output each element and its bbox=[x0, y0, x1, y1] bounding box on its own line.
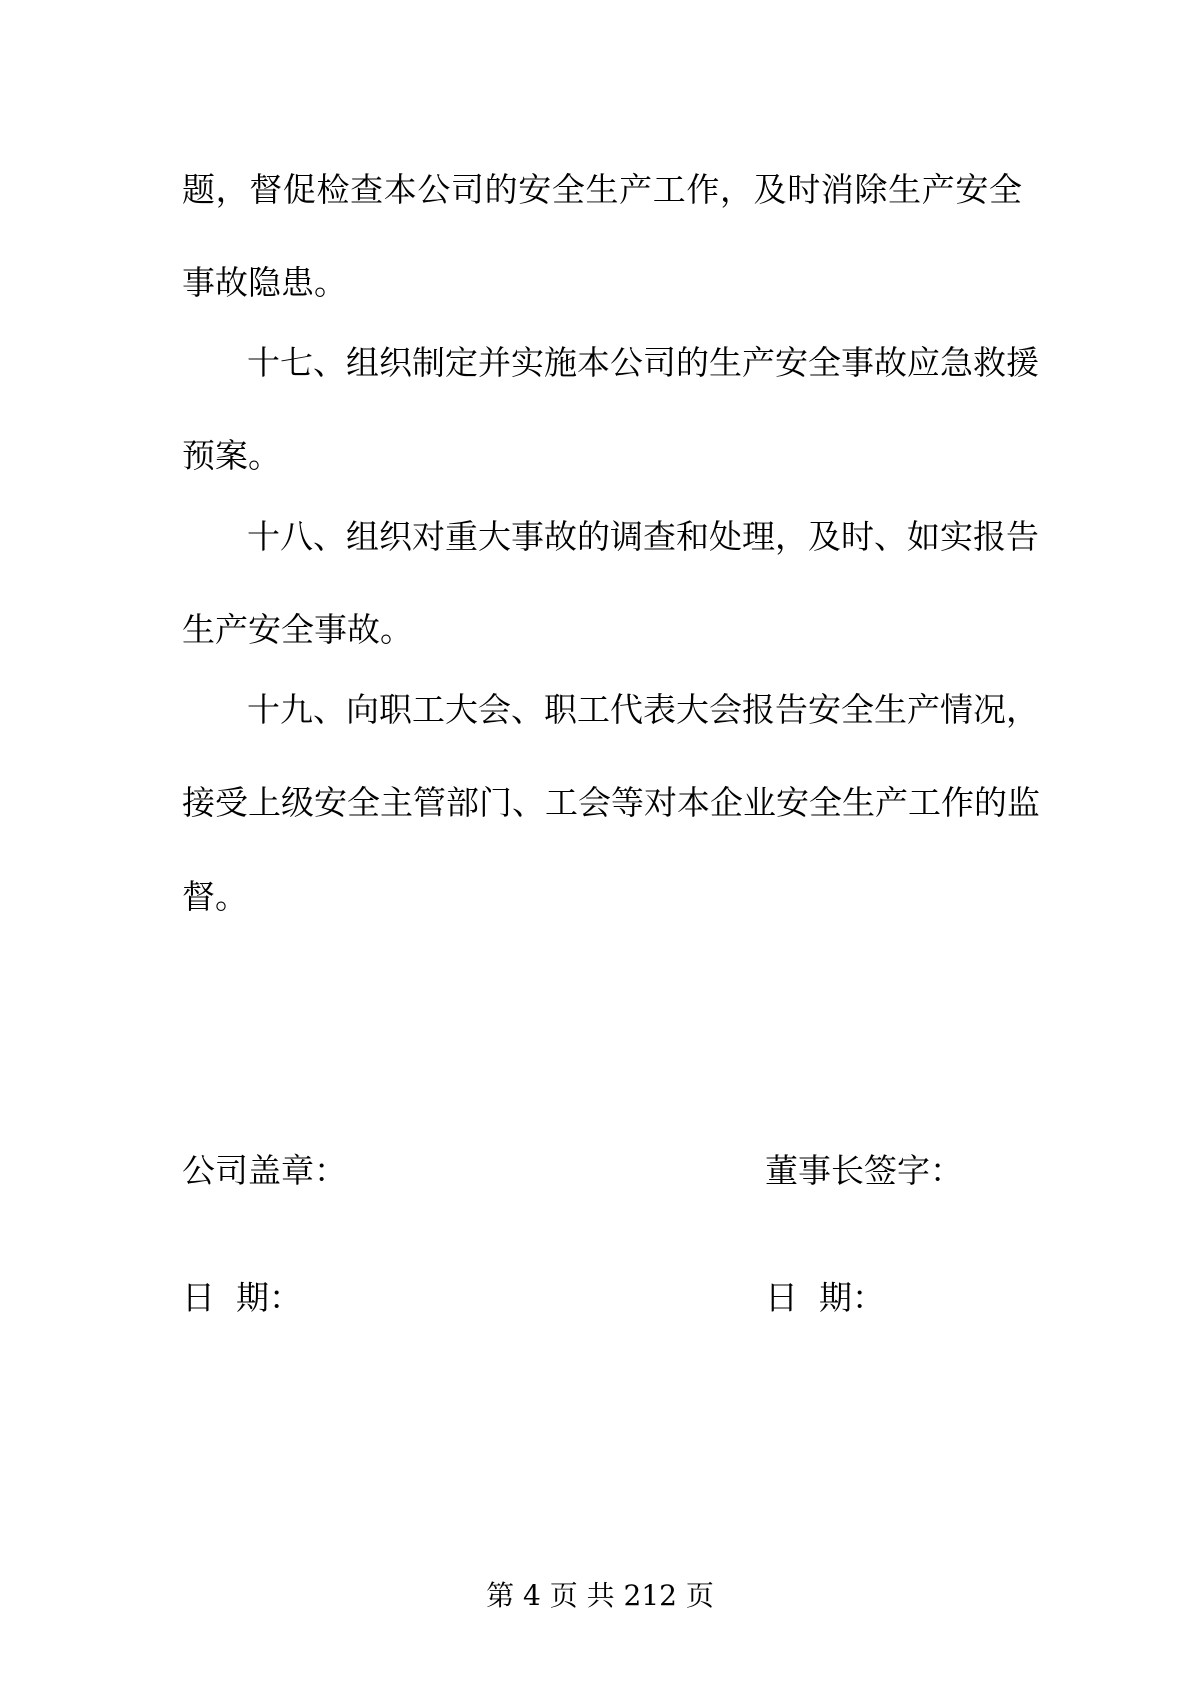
body-line-8: 接受上级安全主管部门、工会等对本企业安全生产工作的监 bbox=[182, 783, 1040, 822]
company-seal-label: 公司盖章： bbox=[182, 1151, 347, 1190]
body-line-5: 十八、组织对重大事故的调查和处理，及时、如实报告 bbox=[247, 517, 1039, 556]
body-line-9: 督。 bbox=[182, 877, 248, 916]
body-line-1: 题，督促检查本公司的安全生产工作，及时消除生产安全 bbox=[182, 170, 1022, 209]
date-label-right: 日 期： bbox=[765, 1278, 885, 1317]
chairman-sign-label: 董事长签字： bbox=[765, 1151, 963, 1190]
body-line-2: 事故隐患。 bbox=[182, 263, 347, 302]
body-line-3: 十七、组织制定并实施本公司的生产安全事故应急救援 bbox=[247, 343, 1039, 382]
page-footer: 第 4 页 共 212 页 bbox=[486, 1579, 714, 1612]
body-line-4: 预案。 bbox=[182, 436, 281, 475]
body-line-7: 十九、向职工大会、职工代表大会报告安全生产情况， bbox=[247, 690, 1039, 729]
date-label-left: 日 期： bbox=[182, 1278, 302, 1317]
body-line-6: 生产安全事故。 bbox=[182, 610, 413, 649]
